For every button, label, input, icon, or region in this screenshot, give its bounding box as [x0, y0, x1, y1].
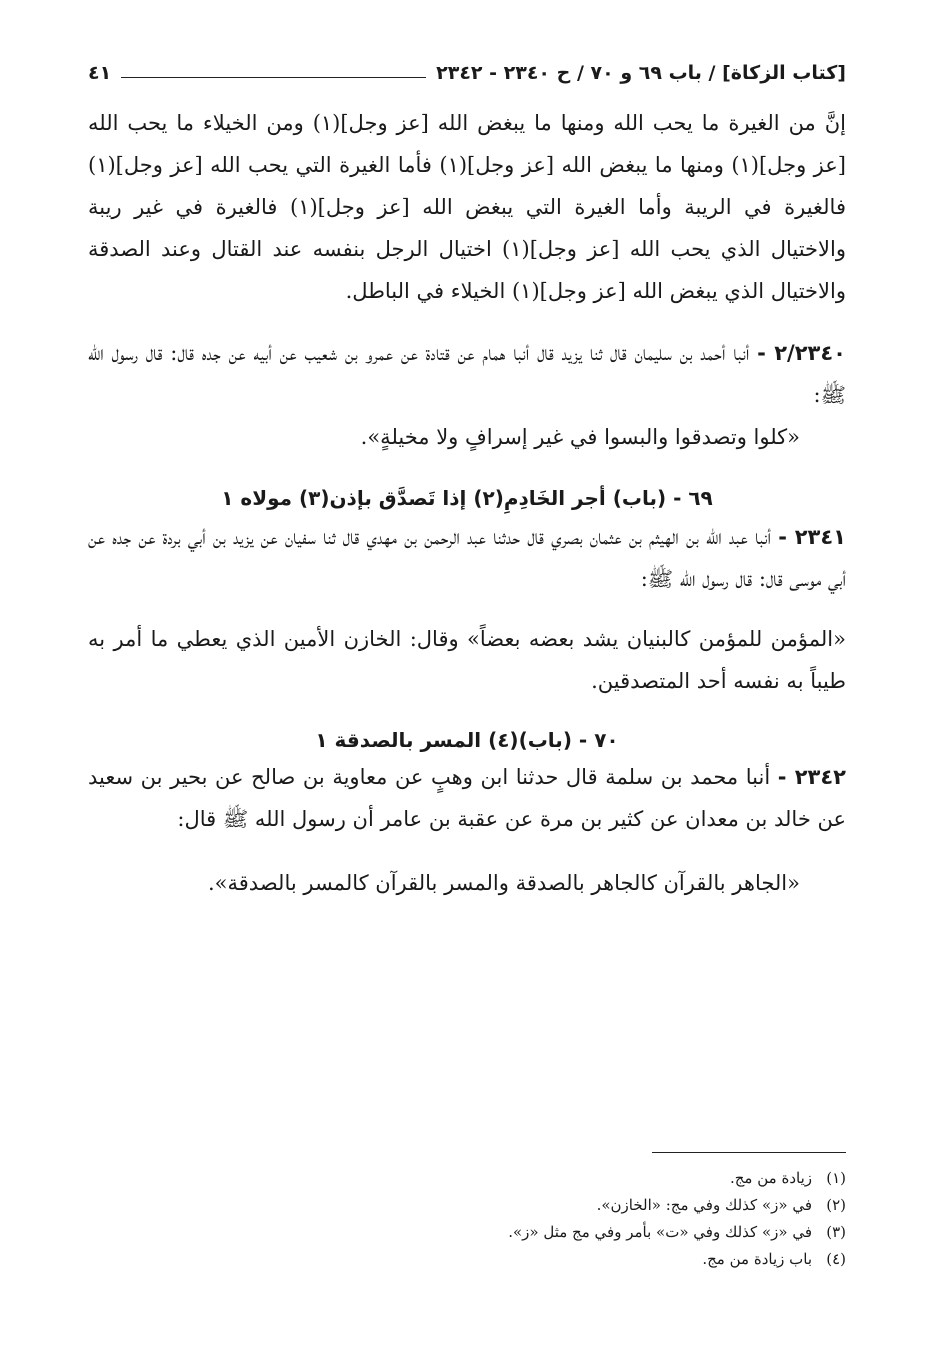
paragraph-ghayra: إنَّ من الغيرة ما يحب الله ومنها ما يبغض الله [عز وجل](١) ومن الخيلاء ما يحب الله [عز وجل](١) ومنها ما يبغض الله [عز وجل](١) فأما الغيرة التي يحب الله [عز وجل](١) فالغيرة في الريبة وأما الغيرة التي يبغض الله [عز وجل](١) فالغيرة في غير ريبة والاختيال الذي يحب الله [عز وجل](١) اختيال الرجل بنفسه عند القتال وعند الصدقة والاختيال الذي يبغض الله [عز وجل](١) الخيلاء في الباطل.	[88, 111, 846, 303]
hadith-quote: «كلوا وتصدقوا والبسوا في غير إسرافٍ ولا مخيلةٍ».	[360, 425, 800, 449]
running-header	[88, 56, 846, 90]
hadith-2340-2	[88, 332, 846, 416]
footnote-number: (١)	[826, 1169, 846, 1187]
header-title: [كتاب الزكاة] / باب ٦٩ و ٧٠ / ح ٢٣٤٠ - ٢٣٤٢	[436, 62, 846, 84]
hadith-2342	[88, 756, 846, 840]
footnote-text: في «ز» كذلك وفي مج: «الخازن».	[596, 1196, 812, 1214]
footnote-rule	[652, 1152, 846, 1153]
footnote-number: (٣)	[826, 1223, 846, 1241]
footnote-number: (٤)	[826, 1250, 846, 1268]
chapter-heading-70: ٧٠ - (باب)(٤) المسر بالصدقة ١	[315, 728, 619, 752]
hadith-number: ٢/٢٣٤٠ -	[757, 341, 846, 365]
footnote-item	[88, 1165, 846, 1192]
footnote-item	[88, 1192, 846, 1219]
footnote-text: باب زيادة من مج.	[702, 1250, 812, 1268]
book-page	[88, 56, 846, 1363]
hadith-2341	[88, 516, 846, 600]
header-rule	[121, 77, 426, 78]
footnote-item	[88, 1246, 846, 1273]
page-number: ٤١	[88, 62, 112, 84]
footnotes	[88, 1152, 846, 1273]
footnote-text: في «ز» كذلك وفي «ت» بأمر وفي مج مثل «ز».	[508, 1223, 812, 1241]
hadith-quote: «الجاهر بالقرآن كالجاهر بالصدقة والمسر بالقرآن كالمسر بالصدقة».	[207, 871, 800, 895]
hadith-quote: «المؤمن للمؤمن كالبنيان يشد بعضه بعضاً» وقال: الخازن الأمين الذي يعطي ما أمر به طيباً به نفسه أحد المتصدقين.	[88, 627, 846, 693]
hadith-number: ٢٣٤١ -	[778, 525, 846, 549]
hadith-isnad: أنبا محمد بن سلمة قال حدثنا ابن وهبٍ عن معاوية بن صالح عن بحير بن سعيد عن خالد بن معدان عن كثير بن مرة عن عقبة بن عامر أن رسول الله ﷺ قال:	[88, 765, 846, 831]
footnote-item	[88, 1219, 846, 1246]
footnote-number: (٢)	[826, 1196, 846, 1214]
hadith-number: ٢٣٤٢ -	[777, 765, 846, 789]
footnote-text: زيادة من مج.	[729, 1169, 812, 1187]
hadith-isnad: أنبا أحمد بن سليمان قال ثنا يزيد قال أنبا همام عن قتادة عن عمرو بن شعيب عن أبيه عن جده قال: قال رسول الله ﷺ:	[88, 341, 846, 407]
chapter-heading-69: ٦٩ - (باب) أجر الخَادِمِ(٢) إذا تَصدَّق بإذن(٣) مولاه ١	[221, 486, 713, 510]
hadith-isnad: أنبا عبد الله بن الهيثم بن عثمان بصري قال حدثنا عبد الرحمن بن مهدي قال ثنا سفيان عن يزيد بن أبي بردة عن جده عن أبي موسى قال: قال رسول الله ﷺ:	[88, 525, 846, 591]
